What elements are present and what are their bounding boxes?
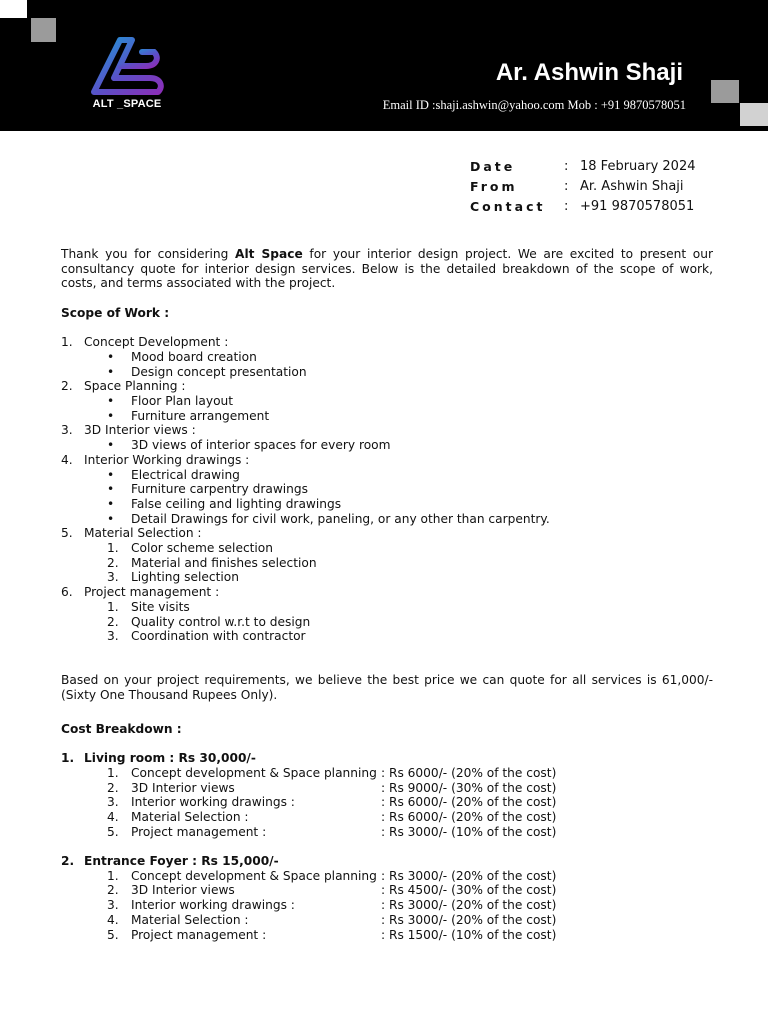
scope-subitem xyxy=(61,512,713,527)
scope-subitem xyxy=(61,497,713,512)
scope-item-number: 4. xyxy=(61,452,73,467)
scope-subitem xyxy=(61,600,713,615)
scope-subitem-text: Material and finishes selection xyxy=(131,555,317,570)
scope-subitem xyxy=(61,615,713,630)
cost-row-value: : Rs 3000/- (20% of the cost) xyxy=(381,912,557,927)
bullet-icon: • xyxy=(107,467,115,482)
cost-row-value: : Rs 6000/- (20% of the cost) xyxy=(381,765,557,780)
decor-square xyxy=(711,80,739,103)
scope-item xyxy=(61,379,713,394)
info-label: Date xyxy=(470,158,516,174)
scope-subitem xyxy=(61,556,713,571)
cost-row-number: 1. xyxy=(107,868,119,883)
scope-subitem xyxy=(61,365,713,380)
cost-row-value: : Rs 4500/- (30% of the cost) xyxy=(381,883,557,898)
cost-section-label: Entrance Foyer : Rs 15,000/- xyxy=(84,854,279,869)
cost-row-number: 4. xyxy=(107,912,119,927)
scope-item-title: Material Selection : xyxy=(84,526,202,541)
scope-item-title: Space Planning : xyxy=(84,379,186,394)
cost-row-value: : Rs 1500/- (10% of the cost) xyxy=(381,927,557,942)
cost-row-label: Interior working drawings : xyxy=(131,898,295,913)
cost-row-label: Project management : xyxy=(131,824,267,839)
cost-row xyxy=(61,781,713,796)
scope-subitem-number: 1. xyxy=(107,599,119,614)
cost-row-label: Interior working drawings : xyxy=(131,795,295,810)
scope-item-title: Interior Working drawings : xyxy=(84,452,250,467)
scope-subitem-text: Design concept presentation xyxy=(131,364,307,379)
info-label: From xyxy=(470,178,518,194)
scope-item-number: 2. xyxy=(61,379,73,394)
cost-row xyxy=(61,810,713,825)
scope-subitem xyxy=(61,438,713,453)
cost-row-value: : Rs 3000/- (20% of the cost) xyxy=(381,898,557,913)
cost-row xyxy=(61,898,713,913)
cost-row xyxy=(61,766,713,781)
document-body xyxy=(61,247,713,942)
scope-subitem-text: Coordination with contractor xyxy=(131,629,306,644)
cost-row-value: : Rs 9000/- (30% of the cost) xyxy=(381,780,557,795)
scope-subitem-text: Lighting selection xyxy=(131,570,239,585)
logo-text: ALT _SPACE xyxy=(92,98,162,110)
cost-section-number: 2. xyxy=(61,854,75,869)
cost-row-label: Material Selection : xyxy=(131,912,249,927)
bullet-icon: • xyxy=(107,496,115,511)
scope-subitem-number: 3. xyxy=(107,570,119,585)
bullet-icon: • xyxy=(107,482,115,497)
info-value: Ar. Ashwin Shaji xyxy=(580,178,684,194)
scope-subitem xyxy=(61,541,713,556)
cost-list xyxy=(61,751,713,942)
cost-row-number: 2. xyxy=(107,883,119,898)
cost-section-title xyxy=(61,751,713,766)
scope-item-title: 3D Interior views : xyxy=(84,423,196,438)
cost-section-number: 1. xyxy=(61,751,75,766)
cost-row-number: 3. xyxy=(107,795,119,810)
cost-row-number: 3. xyxy=(107,898,119,913)
contact-line: Email ID :shaji.ashwin@yahoo.com Mob : +91 9870578051 xyxy=(382,98,686,112)
cost-row-label: Project management : xyxy=(131,927,267,942)
info-label: Contact xyxy=(470,198,546,214)
cost-row-number: 5. xyxy=(107,927,119,942)
scope-subitem-number: 1. xyxy=(107,541,119,556)
scope-subitem-text: False ceiling and lighting drawings xyxy=(131,496,342,511)
scope-subitem xyxy=(61,629,713,644)
scope-subitem-text: Quality control w.r.t to design xyxy=(131,614,311,629)
scope-item-number: 3. xyxy=(61,423,73,438)
scope-item xyxy=(61,585,713,600)
cost-section-title xyxy=(61,854,713,869)
price-paragraph: Based on your project requirements, we believe the best price we can quote for all services is 61,000/- (Sixty One Thousand Rupees Only). xyxy=(61,673,713,703)
cost-row xyxy=(61,825,713,840)
cost-row xyxy=(61,928,713,943)
info-row-contact: Contact : +91 9870578051 xyxy=(470,198,695,214)
scope-subitem-text: Site visits xyxy=(131,599,190,614)
scope-subitem-text: Floor Plan layout xyxy=(131,394,234,408)
scope-subitem xyxy=(61,350,713,365)
cost-row-label: 3D Interior views xyxy=(131,883,235,898)
scope-item xyxy=(61,526,713,541)
scope-item-number: 6. xyxy=(61,585,73,600)
info-block xyxy=(470,156,696,216)
cost-row-number: 4. xyxy=(107,809,119,824)
scope-subitem-text: Color scheme selection xyxy=(131,541,273,556)
cost-row xyxy=(61,883,713,898)
scope-item-title: Concept Development : xyxy=(84,335,229,350)
decor-square xyxy=(0,0,27,18)
bullet-icon: • xyxy=(107,364,115,379)
alt-space-logo-icon xyxy=(90,36,170,98)
scope-subitem-number: 2. xyxy=(107,555,119,570)
info-value: +91 9870578051 xyxy=(580,198,695,214)
bullet-icon: • xyxy=(107,408,115,423)
cost-row-value: : Rs 6000/- (20% of the cost) xyxy=(381,795,557,810)
cost-row-label: Concept development & Space planning xyxy=(131,765,377,780)
scope-item-title: Project management : xyxy=(84,585,220,600)
scope-subitem xyxy=(61,482,713,497)
cost-row-value: : Rs 6000/- (20% of the cost) xyxy=(381,809,557,824)
scope-subitem-text: Furniture carpentry drawings xyxy=(131,482,308,497)
cost-row-value: : Rs 3000/- (20% of the cost) xyxy=(381,868,557,883)
scope-item-number: 1. xyxy=(61,335,73,350)
scope-subitem-text: 3D views of interior spaces for every room xyxy=(131,438,391,453)
cost-row xyxy=(61,913,713,928)
scope-item xyxy=(61,335,713,350)
info-row-date: Date : 18 February 2024 xyxy=(470,158,696,174)
scope-subitem-number: 3. xyxy=(107,629,119,644)
scope-item xyxy=(61,423,713,438)
decor-square xyxy=(740,103,768,126)
brand-name: Alt Space xyxy=(235,247,303,261)
scope-subitem-text: Mood board creation xyxy=(131,349,257,364)
scope-subitem-text: Detail Drawings for civil work, paneling, or any other than carpentry. xyxy=(131,511,550,526)
scope-subitem xyxy=(61,468,713,483)
scope-item-number: 5. xyxy=(61,526,73,541)
cost-row xyxy=(61,869,713,884)
cost-row-value: : Rs 3000/- (10% of the cost) xyxy=(381,824,557,839)
architect-name: Ar. Ashwin Shaji xyxy=(495,59,683,86)
cost-row-number: 1. xyxy=(107,765,119,780)
bullet-icon: • xyxy=(107,511,115,526)
scope-subitem xyxy=(61,394,713,409)
cost-section-label: Living room : Rs 30,000/- xyxy=(84,751,256,766)
cost-row-label: 3D Interior views xyxy=(131,780,235,795)
bullet-icon: • xyxy=(107,394,115,408)
cost-row xyxy=(61,795,713,810)
scope-subitem-number: 2. xyxy=(107,614,119,629)
cost-row-number: 2. xyxy=(107,780,119,795)
decor-square xyxy=(31,18,56,42)
cost-row-label: Material Selection : xyxy=(131,809,249,824)
cost-row-label: Concept development & Space planning xyxy=(131,868,377,883)
bullet-icon: • xyxy=(107,438,115,453)
scope-heading: Scope of Work : xyxy=(61,305,170,320)
cost-row-number: 5. xyxy=(107,824,119,839)
scope-subitem-text: Furniture arrangement xyxy=(131,408,270,423)
scope-subitem-text: Electrical drawing xyxy=(131,467,240,482)
scope-list xyxy=(61,335,713,644)
scope-subitem xyxy=(61,409,713,424)
cost-heading: Cost Breakdown : xyxy=(61,721,182,736)
info-value: 18 February 2024 xyxy=(580,158,696,174)
info-row-from: From : Ar. Ashwin Shaji xyxy=(470,178,684,194)
letterhead xyxy=(0,0,768,131)
intro-paragraph: Thank you for considering Alt Space for your interior design project. We are excited to present our consultancy quote for interior design services. Below is the detailed breakdown of the scope of work, costs, and terms associated with the project. xyxy=(61,247,713,291)
scope-subitem xyxy=(61,570,713,585)
scope-item xyxy=(61,453,713,468)
bullet-icon: • xyxy=(107,349,115,364)
